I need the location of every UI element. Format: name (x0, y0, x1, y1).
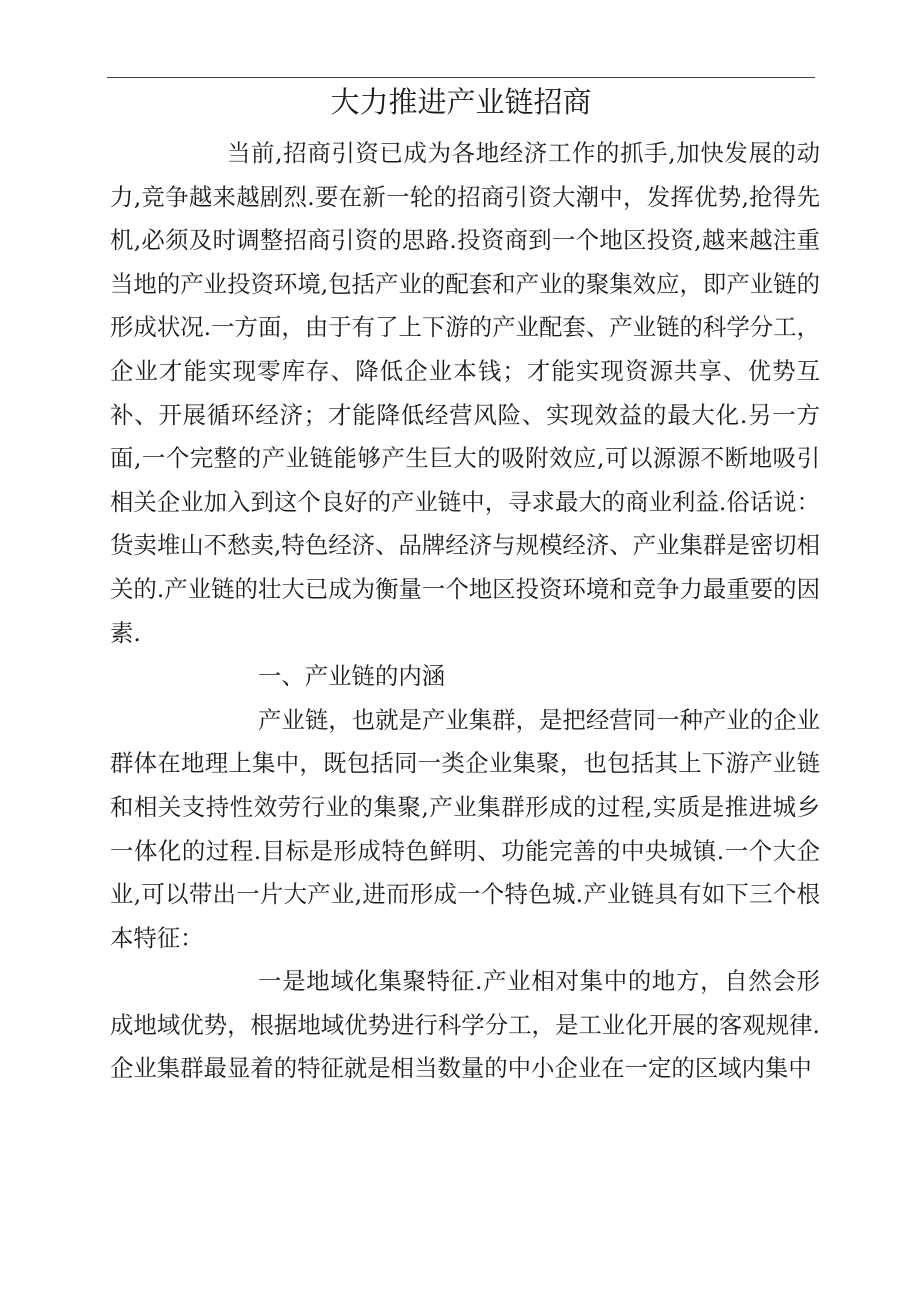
document-body (110, 132, 820, 1091)
paragraph-intro: 当前,招商引资已成为各地经济工作的抓手,加快发展的动力,竞争越来越剧烈.要在新一轮的招商引资大潮中，发挥优势,抢得先机,必须及时调整招商引资的思路.投资商到一个地区投资,越来越注重当地的产业投资环境,包括产业的配套和产业的聚集效应，即产业链的形成状况.一方面，由于有了上下游的产业配套、产业链的科学分工，企业才能实现零库存、降低企业本钱；才能实现资源共享、优势互补、开展循环经济；才能降低经营风险、实现效益的最大化.另一方面,一个完整的产业链能够产生巨大的吸附效应,可以源源不断地吸引相关企业加入到这个良好的产业链中，寻求最大的商业利益.俗话说：货卖堆山不愁卖,特色经济、品牌经济与规模经济、产业集群是密切相关的.产业链的壮大已成为衡量一个地区投资环境和竞争力最重要的因素. (110, 139, 820, 647)
section-heading: 一、产业链的内涵 (258, 662, 446, 691)
document-title: 大力推进产业链招商 (330, 85, 592, 119)
header-rule (107, 77, 815, 78)
paragraph-definition: 产业链，也就是产业集群，是把经营同一种产业的企业群体在地理上集中，既包括同一类企业集聚，也包括其上下游产业链和相关支持性效劳行业的集聚,产业集群形成的过程,实质是推进城乡一体化的过程.目标是形成特色鲜明、功能完善的中央城镇.一个大企业,可以带出一片大产业,进而形成一个特色城.产业链具有如下三个根本特征： (110, 705, 820, 952)
paragraph-feature-one: 一是地域化集聚特征.产业相对集中的地方，自然会形成地域优势，根据地域优势进行科学分工，是工业化开展的客观规律.企业集群最显着的特征就是相当数量的中小企业在一定的区域内集中 (110, 967, 820, 1083)
